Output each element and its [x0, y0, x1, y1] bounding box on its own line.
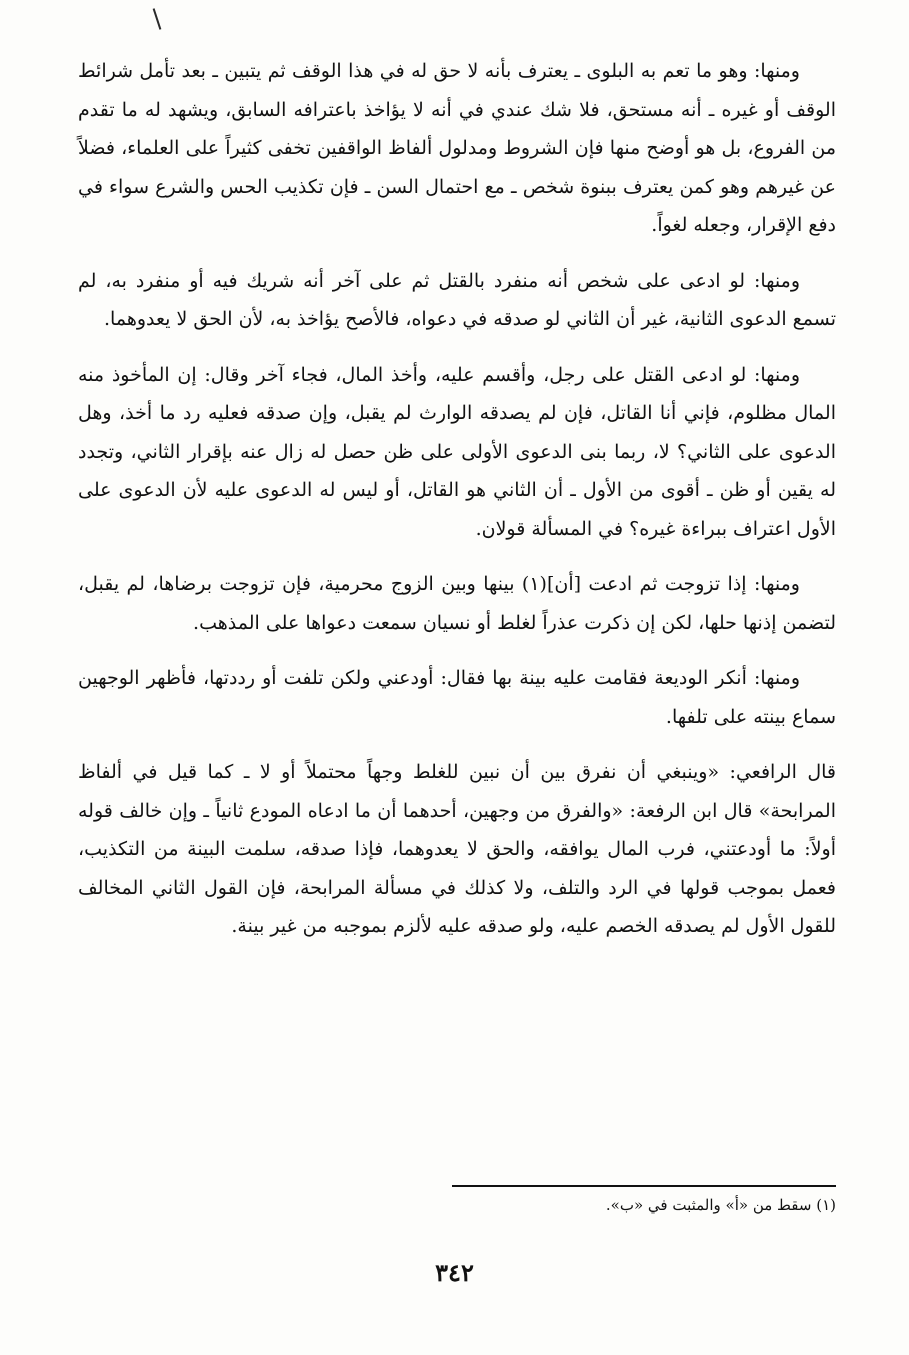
main-text [78, 52, 836, 963]
page-number: ٣٤٢ [435, 1258, 474, 1287]
paragraph-marriage-claim: ومنها: إذا تزوجت ثم ادعت [أن](١) بينها وبين الزوج محرمية، فإن تزوجت برضاها، لم يقبل، لتضمن إذنها حلها، لكن إن ذكرت عذراً لغلط أو نسيان سمعت دعواها على المذهب. [78, 573, 836, 634]
paragraph-killing-claim: ومنها: لو ادعى على شخص أنه منفرد بالقتل ثم على آخر أنه شريك فيه أو منفرد به، لم تسمع الدعوى الثانية، غير أن الثاني لو صدقه في دعواه، فالأصح يؤاخذ به، لأن الحق لا يعدوهما. [78, 269, 836, 330]
pen-mark [153, 8, 162, 30]
paragraph-rafii-quote: قال الرافعي: «وينبغي أن نفرق بين أن نبين للغلط وجهاً محتملاً أو لا ـ كما قيل في ألفاظ المرابحة» قال ابن الرفعة: «والفرق من وجهين، أحدهما أن ما ادعاه المودع ثانياً ـ وإن خالف قوله أولاً: ما أودعتني، فرب المال يوافقه، والحق لا يعدوهما، فإذا صدقه، سلمت البينة من التكذيب، فعمل بموجب قولها في الرد والتلف، ولا كذلك في مسألة المرابحة، فإن القول الثاني المخالف للقول الأول لم يصدقه الخصم عليه، ولو صدقه عليه لألزم بموجبه من غير بينة. [78, 761, 836, 937]
paragraph-waqf-acknowledgment: ومنها: وهو ما تعم به البلوى ـ يعترف بأنه لا حق له في هذا الوقف ثم يتبين ـ بعد تأمل شرائط الوقف أو غيره ـ أنه مستحق، فلا شك عندي في أنه لا يؤاخذ باعترافه السابق، ويشهد له ما تقدم من الفروع، بل هو أوضح منها فإن الشروط ومدلول ألفاظ الواقفين تخفى كثيراً على العلماء، فضلاً عن غيرهم وهو كمن يعترف ببنوة شخص ـ مع احتمال السن ـ فإن تكذيب الحس والشرع سواء في دفع الإقرار، وجعله لغواً. [78, 60, 836, 236]
footnote-divider [452, 1185, 836, 1187]
footnote: (١) سقط من «أ» والمثبت في «ب». [605, 1196, 836, 1214]
paragraph-deposit-denial: ومنها: أنكر الوديعة فقامت عليه بينة بها فقال: أودعني ولكن تلفت أو رددتها، فأظهر الوجهين سماع بينته على تلفها. [78, 667, 836, 728]
paragraph-oath-claim: ومنها: لو ادعى القتل على رجل، وأقسم عليه، وأخذ المال، فجاء آخر وقال: إن المأخوذ منه المال مظلوم، فإني أنا القاتل، فإن لم يصدقه الوارث لم يقبل، وإن صدقه فعليه رد ما أخذ، وهل الدعوى على الثاني؟ لا، ربما بنى الدعوى الأولى على ظن حصل له زال عنه بإقرار الثاني، وتجدد له يقين أو ظن ـ أقوى من الأول ـ أن الثاني هو القاتل، أو ليس له الدعوى عليه لأن الدعوى على الأول اعتراف ببراءة غيره؟ في المسألة قولان. [78, 363, 836, 540]
